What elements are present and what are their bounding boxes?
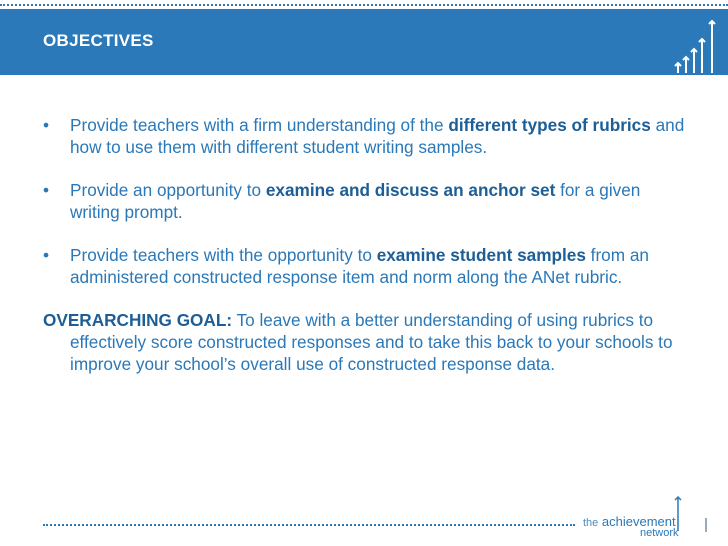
- arrow-up-icon: [672, 495, 684, 531]
- bullet-text: Provide an opportunity to: [70, 180, 266, 200]
- footer-logo: [583, 514, 679, 539]
- overarching-goal: [43, 309, 693, 375]
- objective-bullet-1: [43, 114, 693, 158]
- slide-title: OBJECTIVES: [43, 31, 154, 50]
- bullet-emphasis: examine and discuss an anchor set: [265, 180, 556, 200]
- bullet-emphasis: examine student samples: [376, 245, 586, 265]
- goal-text: To leave with a better understanding of using rubrics to effectively score constructed responses and to take this back to your schools to improve your school’s overall use of constructed response data.: [70, 310, 673, 374]
- bullet-text: for a given writing prompt.: [70, 180, 641, 222]
- logo-sub: network: [640, 527, 679, 539]
- objective-bullet-3: [43, 244, 693, 288]
- bullet-text: Provide teachers with a firm understanding of the: [70, 115, 449, 135]
- footer-separator: [705, 518, 707, 532]
- top-dotted-divider: [0, 4, 728, 6]
- rising-arrows-icon: [674, 19, 718, 73]
- bullet-text: Provide teachers with the opportunity to: [70, 245, 377, 265]
- bullet-marker: •: [43, 180, 50, 200]
- bullet-text: and how to use them with different student writing samples.: [70, 115, 685, 157]
- logo-the: the: [583, 517, 599, 529]
- objectives-content: [43, 114, 693, 375]
- bullet-marker: •: [43, 245, 50, 265]
- goal-label: OVERARCHING GOAL:: [43, 310, 233, 330]
- objective-bullet-2: [43, 179, 693, 223]
- bullet-text: from an administered constructed response item and norm along the ANet rubric.: [70, 245, 649, 287]
- bullet-marker: •: [43, 115, 50, 135]
- bullet-emphasis: different types of rubrics: [448, 115, 651, 135]
- bottom-dotted-divider: [43, 524, 575, 526]
- logo-main: achievement: [601, 514, 676, 529]
- slide-header: [0, 9, 728, 75]
